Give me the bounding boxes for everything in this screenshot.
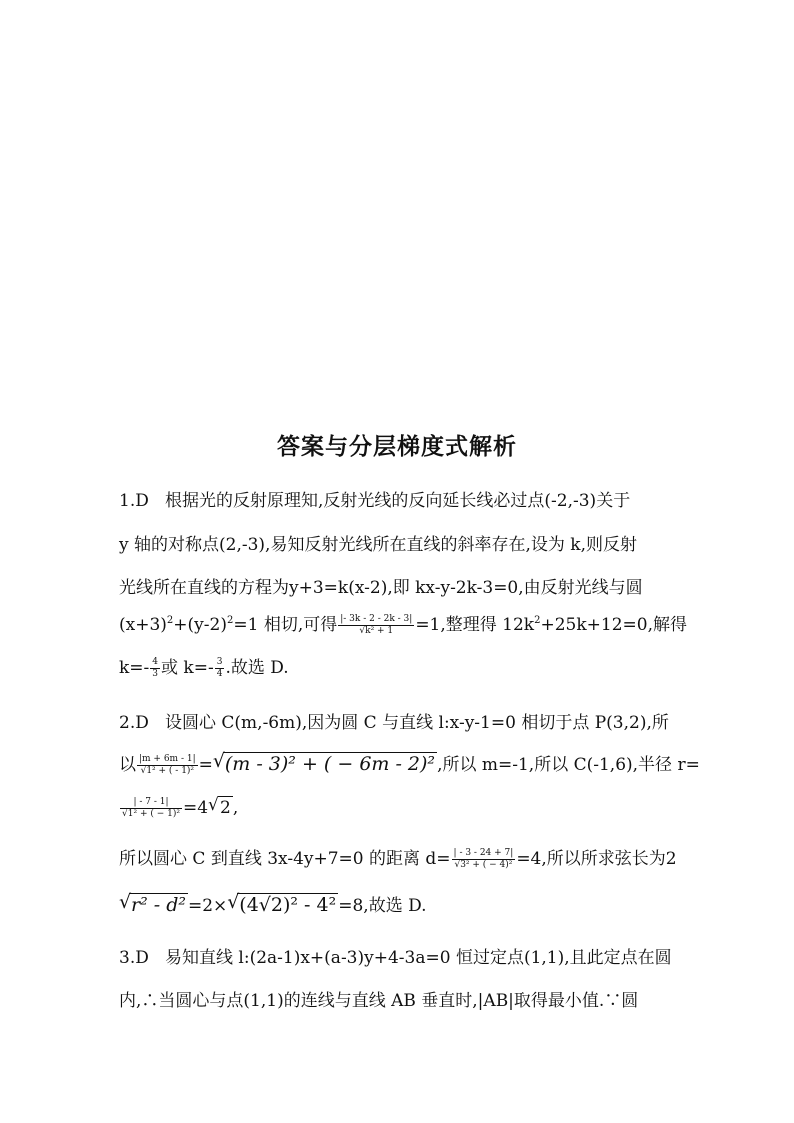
q3-line-2: 内,∴当圆心与点(1,1)的连线与直线 AB 垂直时,|AB|取得最小值.∵圆 bbox=[119, 991, 639, 1011]
q1-fraction-3-4: $\frac{3}{4}$ bbox=[216, 657, 223, 679]
q1-line-2: y 轴的对称点(2,-3),易知反射光线所在直线的斜率存在,设为 k,则反射 bbox=[119, 535, 637, 555]
q2-line-2: 以 $\frac{|m + 6m - 1|}{\text{√1² + ( - 1)²}}$ = √ (m - 3)² + ( − 6m - 2)² ,所以 m=-1,所以 C(-1,6),半径 r= bbox=[119, 750, 700, 776]
q2-line-1: 2.D 设圆心 C(m,-6m),因为圆 C 与直线 l:x-y-1=0 相切于点 P(3,2),所 bbox=[119, 713, 669, 733]
q1-line-4: $(x+3)^2+(y-2)^2=1$ 相切,可得 $\frac{|- 3k - 2 - 2k - 3|}{\text{√k² + 1}}$ =1,整理得 $12k^2+25k+12=0$,解得 bbox=[119, 614, 688, 636]
q2-number: 2.D bbox=[119, 713, 149, 733]
q2-fraction-1: $\frac{|m + 6m - 1|}{\text{√1² + ( - 1)²}}$ bbox=[139, 754, 196, 776]
q1-fraction: $\frac{|- 3k - 2 - 2k - 3|}{\text{√k² + 1}}$ bbox=[340, 614, 413, 636]
q2-sqrt-2: √ 2 bbox=[208, 795, 231, 818]
page-title: 答案与分层梯度式解析 bbox=[277, 434, 517, 460]
q2-fraction-2: $\frac{| - 7 - 1|}{\text{√1² + ( − 1)²}}$ bbox=[122, 797, 180, 819]
q1-line-5: k=- $\frac{4}{3}$ 或 k=- $\frac{3}{4}$ .故选 D. bbox=[119, 657, 289, 679]
q2-line-5: √ r² - d² =2× √ (4√2)² - 4² =8,故选 D. bbox=[119, 891, 427, 916]
q2-sqrt-expression: √ (m - 3)² + ( − 6m - 2)² bbox=[212, 750, 436, 775]
q1-fraction-4-3: $\frac{4}{3}$ bbox=[152, 657, 159, 679]
q2-sqrt-4root2: √ (4√2)² - 4² bbox=[227, 891, 337, 916]
q1-line-1: 1.D 根据光的反射原理知,反射光线的反向延长线必过点(-2,-3)关于 bbox=[119, 491, 631, 511]
q2-sqrt-r-d: √ r² - d² bbox=[119, 891, 186, 916]
q1-number: 1.D bbox=[119, 491, 149, 511]
q3-line-1: 3.D 易知直线 l:(2a-1)x+(a-3)y+4-3a=0 恒过定点(1,1),且此定点在圆 bbox=[119, 948, 672, 968]
q1-line-3: 光线所在直线的方程为y+3=k(x-2),即 kx-y-2k-3=0,由反射光线与圆 bbox=[119, 578, 643, 598]
q3-number: 3.D bbox=[119, 948, 149, 968]
q2-line-4: 所以圆心 C 到直线 3x-4y+7=0 的距离 d= $\frac{| - 3 - 24 + 7|}{\text{√3² + ( − 4)²}}$ =4,所以所求弦长为2 bbox=[119, 848, 677, 870]
q2-line-3: $\frac{| - 7 - 1|}{\text{√1² + ( − 1)²}}$ =4 √ 2 , bbox=[122, 795, 239, 819]
q2-fraction-3: $\frac{| - 3 - 24 + 7|}{\text{√3² + ( − 4)²}}$ bbox=[453, 848, 514, 870]
